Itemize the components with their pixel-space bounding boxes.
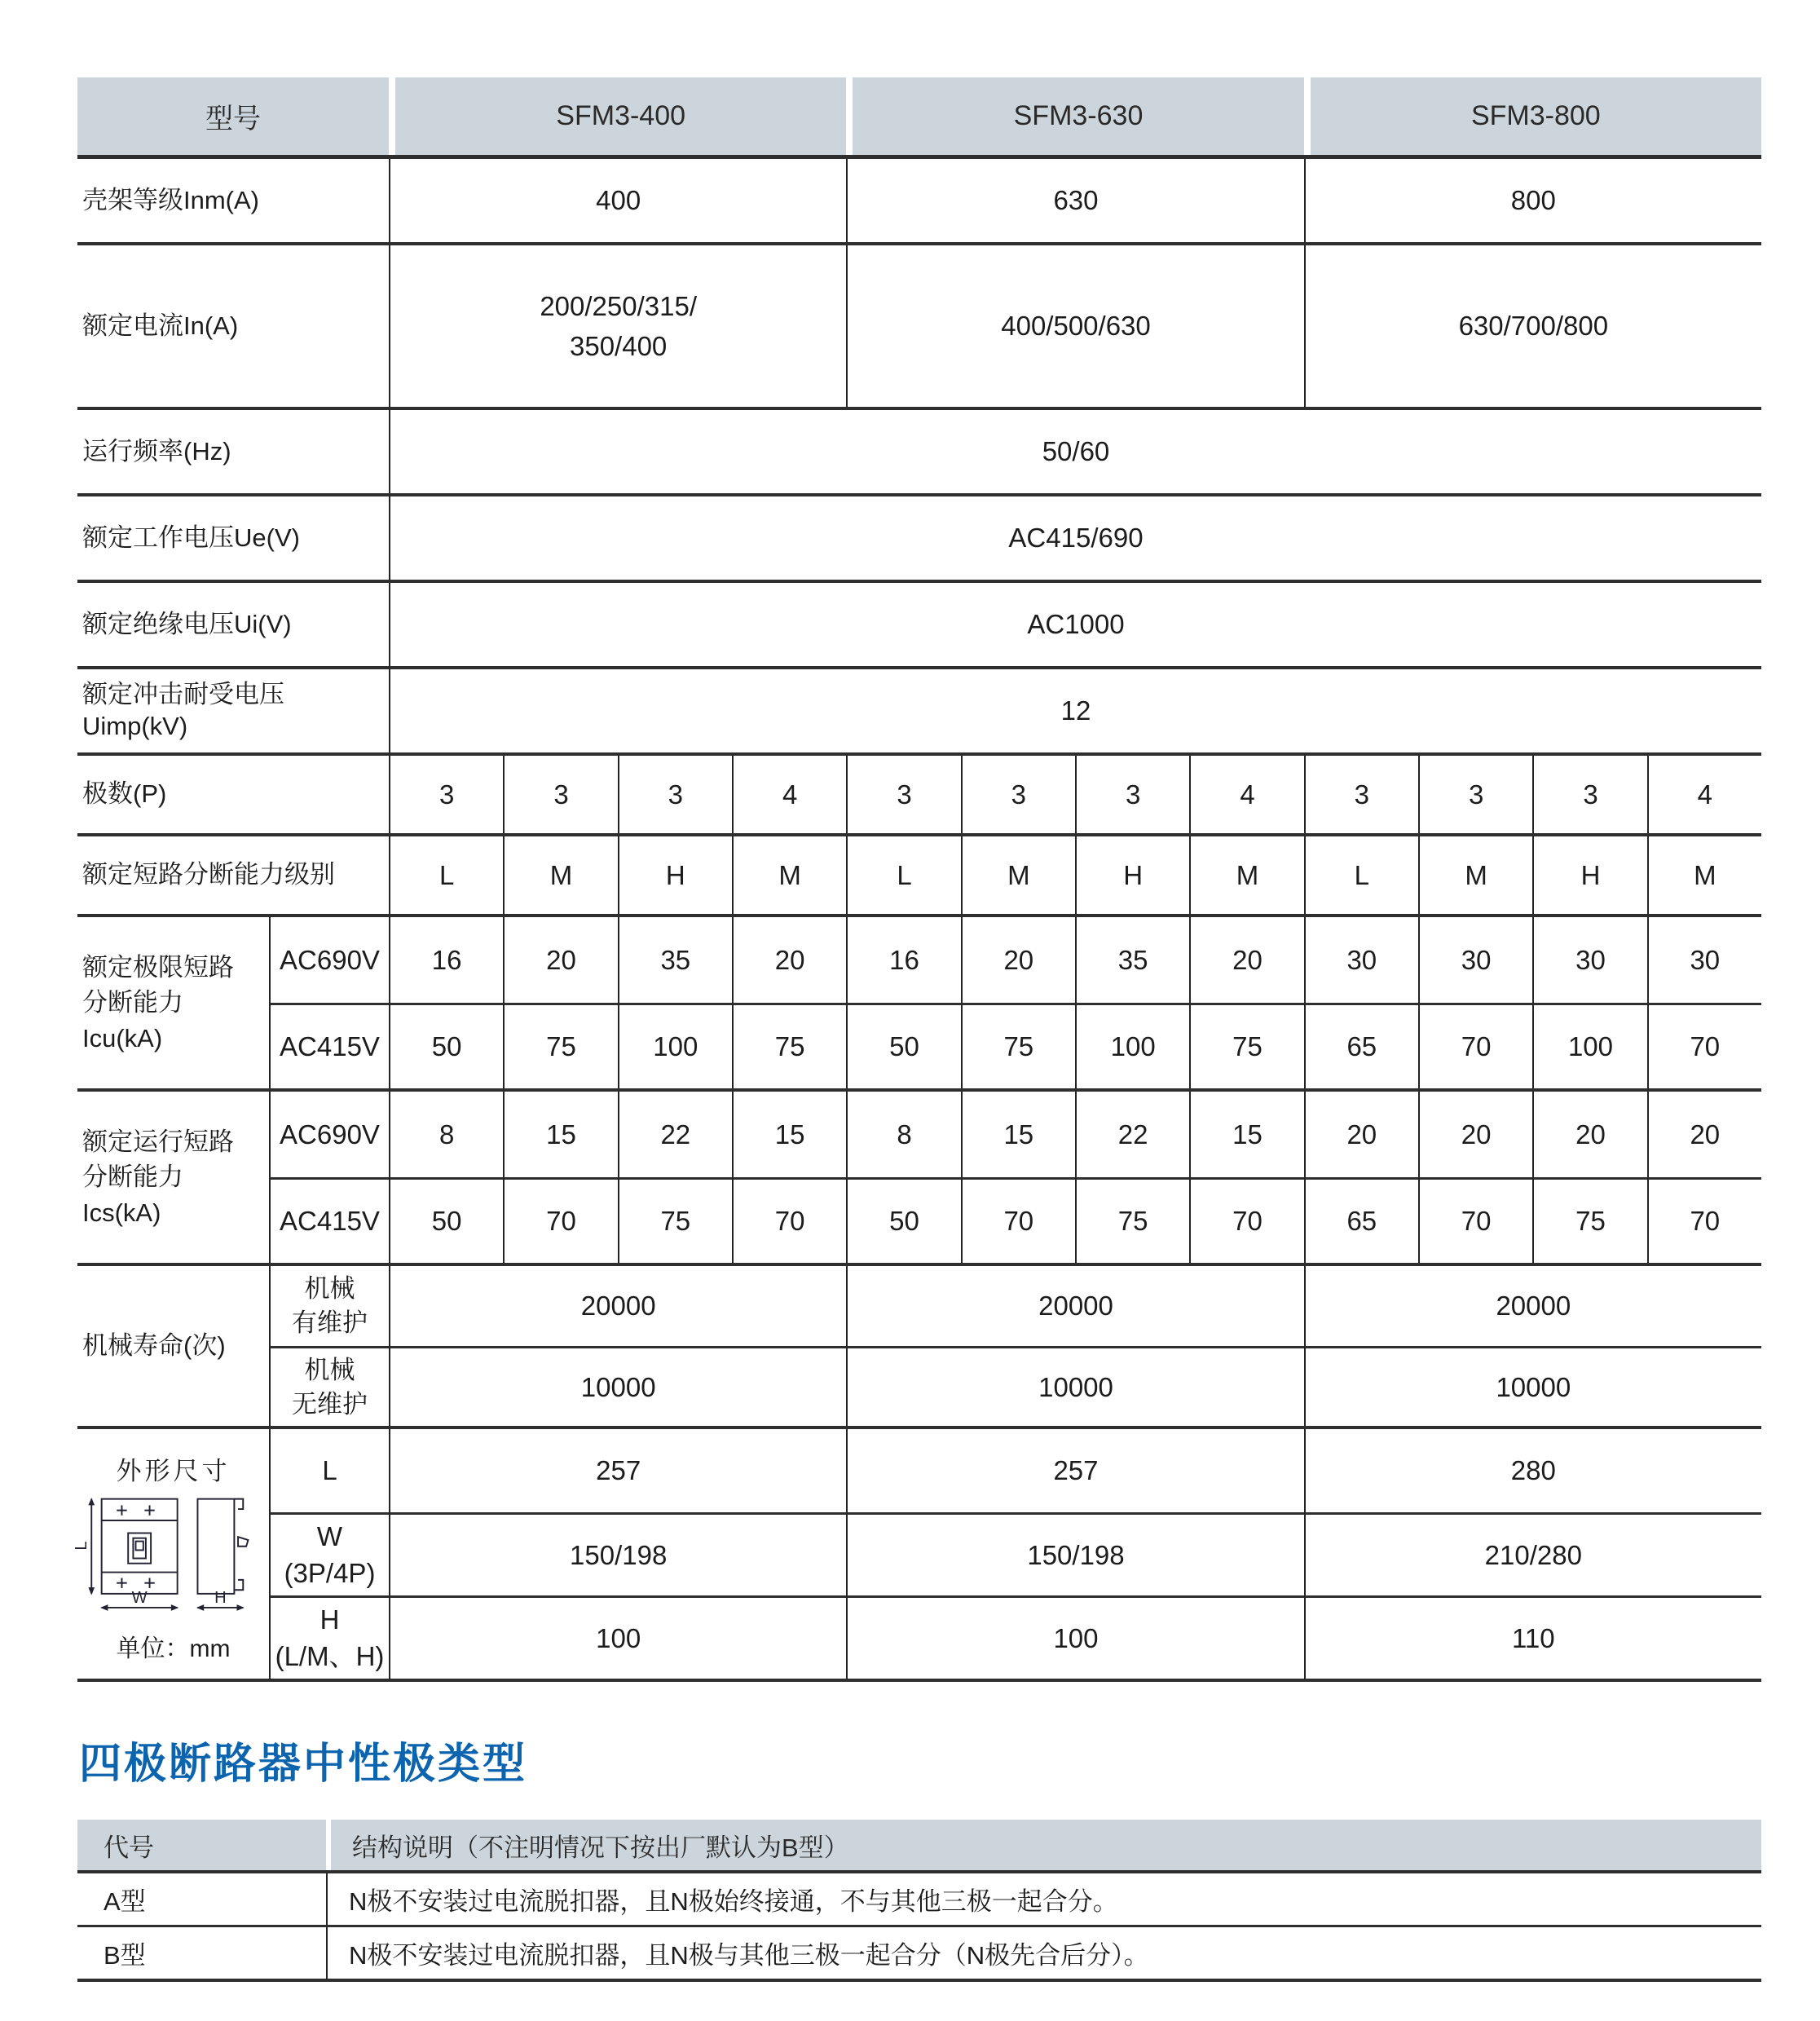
ics-value: 50: [389, 1177, 503, 1263]
ics-value: 20: [1304, 1092, 1418, 1177]
section-ics: [77, 1088, 1761, 1263]
current-value: [389, 245, 846, 407]
dim-sub-line2: (3P/4P): [284, 1557, 376, 1588]
icu-label-line3: Icu(kA): [82, 1023, 163, 1052]
poles-value: 3: [961, 756, 1075, 833]
icu-value: 30: [1304, 917, 1418, 1003]
dim-sub-line1: W: [316, 1520, 343, 1551]
row-breaking-class: [77, 833, 1761, 914]
dim-value: 280: [1304, 1429, 1761, 1512]
type-a-description: N极不安装过电流脱扣器，且N极始终接通，不与其他三极一起合分。: [326, 1873, 1761, 1925]
poles-value: 4: [732, 756, 846, 833]
current-value: 630/700/800: [1304, 245, 1761, 407]
icu-value: 75: [961, 1003, 1075, 1088]
icu-value: 75: [1189, 1003, 1303, 1088]
dim-value: 100: [389, 1595, 846, 1679]
icu-sub-ac415: AC415V: [269, 1003, 389, 1088]
ics-value: 8: [389, 1092, 503, 1177]
ics-value: 65: [1304, 1177, 1418, 1263]
poles-value: 3: [1304, 756, 1418, 833]
ics-label-line1: 额定运行短路: [82, 1127, 234, 1156]
row-working-voltage: [77, 493, 1761, 580]
icu-label: [77, 917, 269, 1088]
row-insulation-voltage: [77, 580, 1761, 666]
icu-value: 30: [1532, 917, 1646, 1003]
icu-value: 75: [732, 1003, 846, 1088]
frame-value: 630: [846, 159, 1303, 242]
icu-value: 75: [503, 1003, 617, 1088]
life-value: 20000: [1304, 1266, 1761, 1346]
icu-value: 50: [389, 1003, 503, 1088]
row-label: 额定绝缘电压Ui(V): [82, 609, 292, 638]
life-value: 20000: [389, 1266, 846, 1346]
table-header-row: [77, 77, 1761, 159]
ics-value: 22: [618, 1092, 732, 1177]
ics-value: 15: [503, 1092, 617, 1177]
poles-value: 3: [1075, 756, 1189, 833]
frame-value: 400: [389, 159, 846, 242]
dim-value: 210/280: [1304, 1512, 1761, 1595]
row-label: 运行频率(Hz): [82, 436, 231, 466]
icu-value: 16: [846, 917, 960, 1003]
icu-value: 65: [1304, 1003, 1418, 1088]
ics-sub-ac690: AC690V: [269, 1092, 389, 1177]
icu-value: 100: [1532, 1003, 1646, 1088]
ics-value: 8: [846, 1092, 960, 1177]
ics-label-line2: 分断能力: [82, 1163, 183, 1192]
ics-value: 75: [618, 1177, 732, 1263]
row-frequency: [77, 407, 1761, 493]
dim-sub-W: [269, 1512, 389, 1595]
ui-value: AC1000: [389, 583, 1761, 666]
poles-value: 4: [1189, 756, 1303, 833]
class-value: L: [389, 836, 503, 914]
row-label: 额定短路分断能力级别: [82, 860, 335, 889]
life-value: 20000: [846, 1266, 1303, 1346]
icu-value: 35: [1075, 917, 1189, 1003]
class-value: H: [1532, 836, 1646, 914]
current-line2: 350/400: [570, 331, 668, 361]
icu-value: 20: [1189, 917, 1303, 1003]
dim-value: 257: [389, 1429, 846, 1512]
current-line1: 200/250/315/: [540, 290, 697, 321]
life-value: 10000: [389, 1346, 846, 1426]
section-title-neutral-pole-types: 四极断路器中性极类型: [79, 1741, 528, 1788]
ics-value: 70: [1189, 1177, 1303, 1263]
drawing-l-label: L: [72, 1541, 90, 1551]
header-code: 代号: [77, 1820, 326, 1870]
neutral-table-header: [77, 1820, 1761, 1873]
life-sub-lines: [292, 1353, 368, 1422]
row-label: 额定工作电压Ue(V): [82, 523, 300, 552]
icu-value: 16: [389, 917, 503, 1003]
row-rated-current: [77, 242, 1761, 407]
drawing-w-label: W: [131, 1588, 148, 1607]
ics-value: 20: [1418, 1092, 1532, 1177]
ics-value: 15: [961, 1092, 1075, 1177]
row-label: 额定冲击耐受电压Uimp(kV): [82, 680, 284, 740]
class-value: M: [732, 836, 846, 914]
life-value: 10000: [1304, 1346, 1761, 1426]
header-model: 型号: [77, 77, 389, 155]
icu-value: 70: [1418, 1003, 1532, 1088]
header-description: 结构说明（不注明情况下按出厂默认为B型）: [326, 1820, 1761, 1870]
icu-sub-ac690: AC690V: [269, 917, 389, 1003]
uimp-value: 12: [389, 669, 1761, 752]
poles-value: 3: [618, 756, 732, 833]
ics-value: 15: [1189, 1092, 1303, 1177]
icu-value: 20: [961, 917, 1075, 1003]
dim-value: 110: [1304, 1595, 1761, 1679]
icu-value: 20: [503, 917, 617, 1003]
ics-value: 20: [1647, 1092, 1761, 1177]
life-sub-unmaintained: [269, 1346, 389, 1426]
ics-value: 20: [1532, 1092, 1646, 1177]
ics-label-line3: Ics(kA): [82, 1198, 161, 1227]
row-label: 壳架等级Inm(A): [82, 185, 259, 214]
icu-label-line2: 分断能力: [82, 988, 183, 1017]
dim-sub-H: [269, 1595, 389, 1679]
type-b-description: N极不安装过电流脱扣器，且N极与其他三极一起合分（N极先合后分）。: [326, 1927, 1761, 1979]
class-value: M: [1647, 836, 1761, 914]
poles-value: 3: [1418, 756, 1532, 833]
table-row: [77, 1925, 1761, 1979]
life-sub-line1: 机械: [304, 1355, 355, 1384]
section-dimensions: [72, 1426, 1761, 1679]
header-sfm3-400: SFM3-400: [389, 77, 846, 155]
class-value: M: [1189, 836, 1303, 914]
icu-value: 20: [732, 917, 846, 1003]
poles-value: 4: [1647, 756, 1761, 833]
current-value: 400/500/630: [846, 245, 1303, 407]
dimensions-unit: 单位：mm: [116, 1635, 231, 1662]
life-sub-line2: 无维护: [292, 1389, 368, 1419]
life-label: [77, 1266, 269, 1426]
ics-value: 70: [732, 1177, 846, 1263]
row-label: 额定电流In(A): [82, 311, 239, 340]
life-value: 10000: [846, 1346, 1303, 1426]
dim-sub-lines: [284, 1519, 376, 1591]
dim-sub-line1: H: [319, 1604, 340, 1635]
dim-sub-line2: (L/M、H): [275, 1640, 385, 1671]
row-impulse-voltage: [77, 666, 1761, 752]
neutral-pole-table: [77, 1820, 1761, 1982]
dim-sub-L: [269, 1429, 389, 1512]
icu-value: 100: [618, 1003, 732, 1088]
dim-value: 150/198: [389, 1512, 846, 1595]
row-frame-rating: [77, 159, 1761, 242]
dim-value: 150/198: [846, 1512, 1303, 1595]
header-sfm3-800: SFM3-800: [1304, 77, 1761, 155]
ics-label: [77, 1092, 269, 1263]
poles-value: 3: [1532, 756, 1646, 833]
icu-value: 50: [846, 1003, 960, 1088]
class-value: M: [1418, 836, 1532, 914]
class-value: H: [1075, 836, 1189, 914]
dim-value: 100: [846, 1595, 1303, 1679]
page-content: [72, 77, 1761, 1982]
section-icu: [77, 914, 1761, 1088]
dim-sub-line1: L: [322, 1454, 337, 1485]
dim-sub-lines: [275, 1602, 385, 1675]
breaker-dimension-drawing: [59, 1495, 289, 1622]
icu-value: 30: [1647, 917, 1761, 1003]
life-label-text: 机械寿命(次): [82, 1331, 226, 1361]
icu-label-line1: 额定极限短路: [82, 952, 234, 982]
dim-value: 257: [846, 1429, 1303, 1512]
frame-value: 800: [1304, 159, 1761, 242]
ics-value: 70: [1418, 1177, 1532, 1263]
spec-table: [72, 77, 1761, 1682]
icu-value: 35: [618, 917, 732, 1003]
life-sub-line2: 有维护: [292, 1308, 368, 1337]
header-sfm3-630: SFM3-630: [846, 77, 1303, 155]
ics-value: 15: [732, 1092, 846, 1177]
icu-value: 30: [1418, 917, 1532, 1003]
icu-value: 100: [1075, 1003, 1189, 1088]
frequency-value: 50/60: [389, 410, 1761, 493]
ue-value: AC415/690: [389, 496, 1761, 580]
life-sub-maintained: [269, 1266, 389, 1346]
icu-value: 70: [1647, 1003, 1761, 1088]
ics-value: 75: [1532, 1177, 1646, 1263]
ics-value: 75: [1075, 1177, 1189, 1263]
type-a-code: A型: [104, 1887, 146, 1916]
drawing-h-label: H: [214, 1588, 227, 1607]
ics-value: 22: [1075, 1092, 1189, 1177]
section-mechanical-life: [77, 1263, 1761, 1426]
class-value: H: [618, 836, 732, 914]
dim-sub-lines: [322, 1453, 337, 1489]
dimensions-label-cell: [72, 1429, 269, 1679]
row-label: 极数(P): [82, 779, 167, 809]
class-value: M: [961, 836, 1075, 914]
table-row: [77, 1873, 1761, 1925]
type-b-code: B型: [104, 1941, 146, 1970]
ics-value: 70: [1647, 1177, 1761, 1263]
class-value: L: [846, 836, 960, 914]
poles-value: 3: [846, 756, 960, 833]
life-sub-lines: [292, 1272, 368, 1340]
ics-value: 70: [961, 1177, 1075, 1263]
current-value-multiline: [540, 286, 697, 367]
ics-value: 50: [846, 1177, 960, 1263]
ics-value: 70: [503, 1177, 617, 1263]
dimensions-title: 外形尺寸: [116, 1457, 231, 1485]
poles-value: 3: [389, 756, 503, 833]
life-sub-line1: 机械: [304, 1274, 355, 1304]
class-value: L: [1304, 836, 1418, 914]
poles-value: 3: [503, 756, 617, 833]
ics-sub-ac415: AC415V: [269, 1177, 389, 1263]
class-value: M: [503, 836, 617, 914]
row-poles: [77, 752, 1761, 833]
